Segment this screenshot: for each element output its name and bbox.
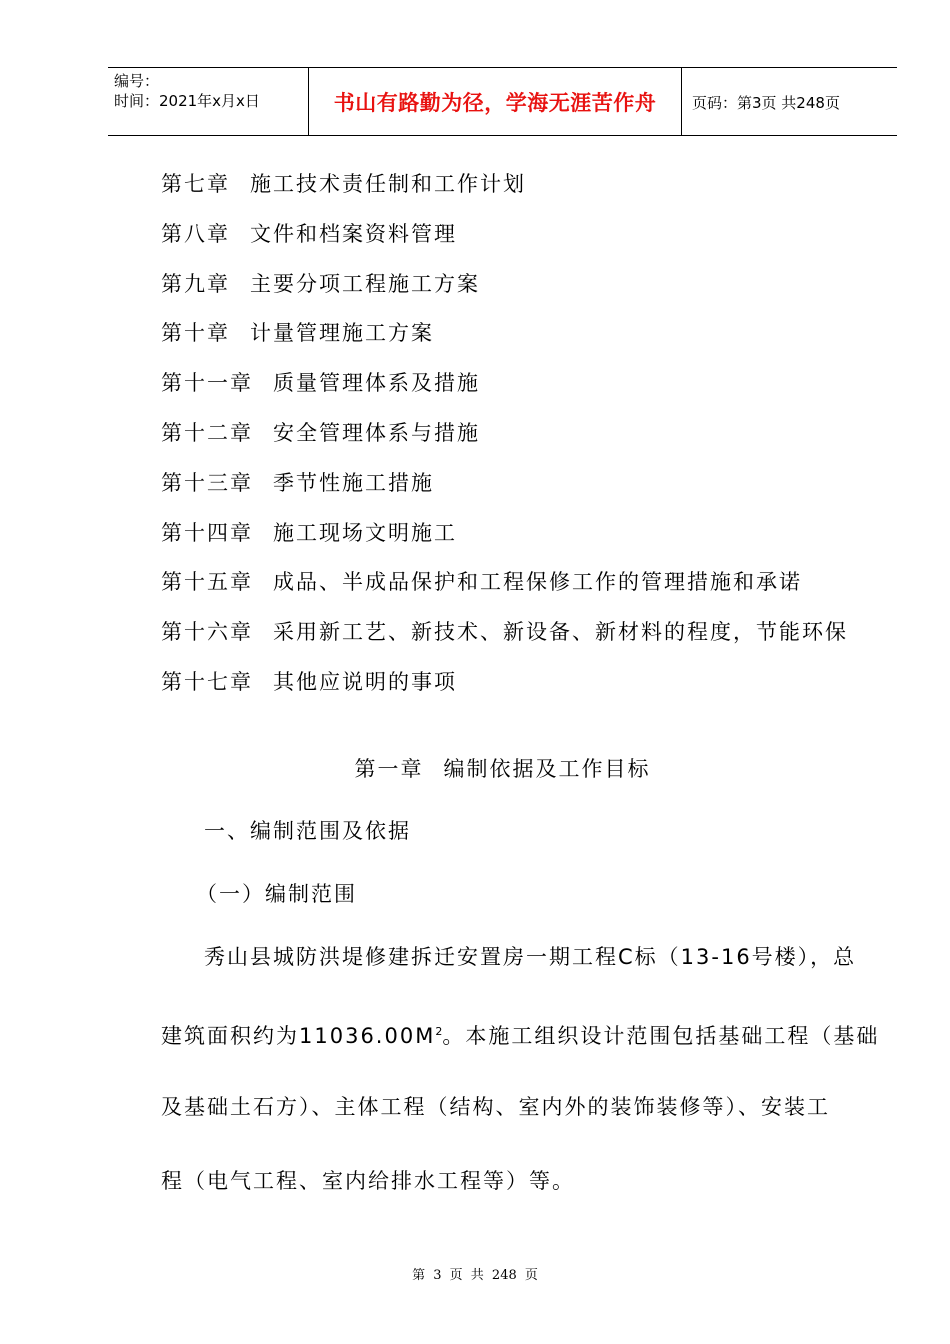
document-number-label: 编号：	[114, 72, 160, 90]
body-paragraph-line: 秀山县城防洪堤修建拆迁安置房一期工程C标（13-16号楼），总	[204, 945, 857, 969]
header-motto: 书山有路勤为径，学海无涯苦作舟	[333, 91, 657, 115]
toc-item	[161, 618, 848, 668]
paragraph-text: 建筑面积约为11036.00M	[161, 1024, 436, 1048]
toc-chapter-number: 第十五章	[161, 570, 253, 595]
header-page-info: 页码：第3页 共248页	[692, 94, 840, 112]
table-of-contents	[161, 170, 848, 718]
toc-chapter-number: 第七章	[161, 172, 230, 196]
toc-chapter-number: 第十章	[161, 321, 230, 346]
body-paragraph-line: 及基础土石方）、主体工程（结构、室内外的装饰装修等）、安装工	[161, 1095, 830, 1119]
toc-chapter-title: 施工现场文明施工	[273, 520, 457, 545]
header-left-cell	[108, 68, 308, 135]
toc-item	[161, 270, 848, 320]
toc-item	[161, 220, 848, 270]
body-paragraph-line	[161, 1018, 879, 1050]
toc-item	[161, 469, 848, 519]
chapter-heading	[0, 755, 950, 783]
toc-item	[161, 519, 848, 569]
paragraph-text: 。本施工组织设计范围包括基础工程（基础	[442, 1024, 880, 1048]
toc-item	[161, 668, 848, 718]
toc-item	[161, 369, 848, 419]
toc-chapter-title: 安全管理体系与措施	[273, 420, 480, 445]
toc-chapter-title: 质量管理体系及措施	[273, 371, 480, 396]
toc-item	[161, 568, 848, 618]
toc-chapter-title: 文件和档案资料管理	[250, 221, 457, 246]
toc-chapter-title: 成品、半成品保护和工程保修工作的管理措施和承诺	[273, 570, 802, 595]
chapter-heading-number: 第一章	[354, 757, 424, 781]
toc-chapter-number: 第十四章	[161, 520, 253, 545]
page-header	[108, 67, 897, 136]
page-footer: 第 3 页 共 248 页	[412, 1268, 538, 1283]
toc-item	[161, 419, 848, 469]
toc-chapter-number: 第十三章	[161, 470, 253, 495]
toc-chapter-number: 第八章	[161, 221, 230, 246]
document-time-label: 时间：2021年x月x日	[114, 92, 260, 110]
subsection-heading: （一）编制范围	[196, 882, 357, 906]
section-heading: 一、编制范围及依据	[204, 819, 411, 843]
toc-chapter-title: 采用新工艺、新技术、新设备、新材料的程度，节能环保	[273, 620, 848, 645]
toc-chapter-number: 第十二章	[161, 420, 253, 445]
body-paragraph-line: 程（电气工程、室内给排水工程等）等。	[161, 1169, 575, 1193]
toc-item	[161, 170, 848, 220]
toc-chapter-title: 计量管理施工方案	[250, 321, 434, 346]
toc-chapter-title: 其他应说明的事项	[273, 669, 457, 694]
toc-chapter-title: 季节性施工措施	[273, 470, 434, 495]
chapter-heading-title: 编制依据及工作目标	[443, 757, 651, 781]
header-right-cell	[682, 68, 897, 135]
toc-item	[161, 319, 848, 369]
toc-chapter-number: 第九章	[161, 271, 230, 296]
toc-chapter-number: 第十七章	[161, 669, 253, 694]
toc-chapter-number: 第十六章	[161, 620, 253, 645]
superscript-exponent: 2	[435, 1025, 443, 1038]
header-middle-cell	[308, 68, 682, 135]
toc-chapter-title: 主要分项工程施工方案	[250, 271, 480, 296]
toc-chapter-title: 施工技术责任制和工作计划	[250, 172, 526, 196]
toc-chapter-number: 第十一章	[161, 371, 253, 396]
